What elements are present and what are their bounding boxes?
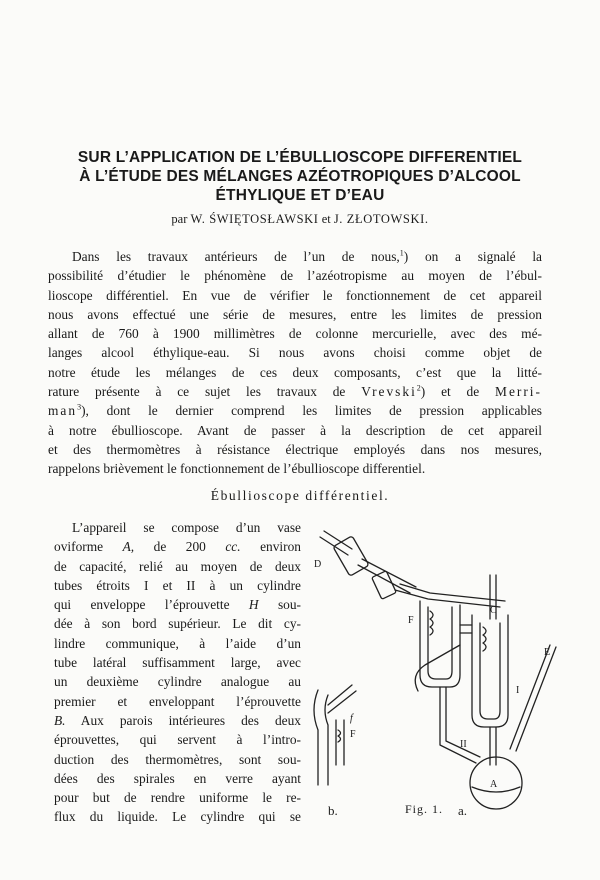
cylinder-1	[420, 601, 460, 687]
text-line: man$^3$), dont le dernier comprend les limites de pression applicables	[48, 402, 542, 419]
label-a-flask: A	[490, 779, 498, 790]
text-line: rature présente à ce sujet les travaux de Vrevski$^2$) et de Merri-	[48, 383, 542, 400]
tube-i	[490, 727, 496, 765]
label-c: C	[490, 605, 497, 616]
text-line: dée à son bord supérieur. Le dit cy-	[54, 616, 301, 632]
ebullioscope-figure	[300, 515, 570, 825]
upper-tube	[395, 584, 505, 607]
tube-e	[510, 645, 556, 751]
text-line: rappelons brièvement le fonctionnement de l’ébullioscope differentiel.	[48, 461, 426, 477]
text-line: un deuxième cylindre analogue au	[54, 674, 301, 690]
text-line: allant de 760 à 1900 millimètres de colonne mercurielle, avec des mé-	[48, 326, 542, 342]
spiral-2	[483, 627, 486, 651]
lateral-tube	[460, 625, 472, 633]
text-line: à notre ébullioscope. Avant de passer à la description de cet appareil	[48, 422, 542, 438]
label-f2: F	[350, 729, 356, 740]
text-line: duction des thermomètres, sont sou-	[54, 751, 301, 767]
detail-b-spiral	[338, 730, 341, 742]
title-line-2: À L’ÉTUDE DES MÉLANGES AZÉOTROPIQUES D’ALCOOL	[79, 168, 521, 185]
author-prefix: par	[171, 212, 188, 226]
text-line: Dans les travaux antérieurs de l’un de nous,$^1$) on a signalé la	[72, 248, 542, 264]
text-line: B. Aux parois intérieures des deux	[54, 712, 301, 728]
author-2: J. ZŁOTOWSKI.	[333, 212, 429, 226]
side-curve	[415, 645, 460, 691]
text-line: tube latéral suffisamment large, avec	[54, 655, 301, 671]
section-heading: Ébullioscope différentiel.	[210, 488, 390, 503]
text-line: notre étude les mélanges de ces deux composants, c’est que la litté-	[48, 364, 542, 380]
text-line: langes alcool éthylique-eau. Si nous avons choisi comme objet de	[48, 345, 542, 361]
label-a: a.	[458, 803, 468, 818]
connecting-tube	[358, 559, 416, 593]
text-line: pour but de rendre uniforme le re-	[54, 790, 301, 806]
label-i: I	[516, 685, 520, 696]
label-ii: II	[460, 739, 467, 750]
text-line: L’appareil se compose d’un vase	[72, 520, 301, 535]
label-f: F	[408, 615, 414, 626]
title-line-1: SUR L’APPLICATION DE L’ÉBULLIOSCOPE DIFFERENTIEL	[77, 149, 523, 166]
tube-ii	[440, 687, 480, 763]
cited-author: Merri-	[495, 384, 542, 400]
text-line: premier et enveloppant l’éprouvette	[54, 693, 301, 709]
body-column	[54, 518, 301, 827]
text-line: tubes étroits I et II à un cylindre	[54, 577, 301, 593]
text-line: de capacité, relié au moyen de deux	[54, 558, 301, 574]
figure-caption: Fig. 1.	[405, 802, 444, 816]
test-tube-b	[480, 623, 500, 719]
label-e: E	[544, 647, 551, 658]
text-line: lioscope différentiel. En vue de vérifier le fonctionnement de cet appareil	[48, 287, 542, 303]
author-line	[40, 212, 560, 227]
label-b: b.	[328, 803, 338, 818]
spiral-1	[430, 611, 433, 635]
text-line: éprouvettes, qui servent à l’intro-	[54, 732, 301, 748]
label-d: D	[314, 559, 322, 570]
text-line: oviforme A, de 200 cc. environ	[54, 539, 301, 555]
intro-paragraph	[48, 247, 542, 479]
label-f-small: f	[350, 713, 353, 724]
detail-b-inner	[336, 720, 344, 765]
title-line-3: ÉTHYLIQUE ET D’EAU	[215, 187, 385, 204]
text-line: flux du liquide. Le cylindre qui se	[54, 809, 301, 825]
cited-author: Vrevski	[361, 384, 417, 400]
stopper-d	[333, 536, 369, 576]
text-line: lindre communique, à l’aide d’un	[54, 635, 301, 651]
text-line: dées des spirales en verre ayant	[54, 770, 301, 786]
author-1: W. ŚWIĘTOSŁAWSKI	[190, 212, 319, 226]
text-line: et des thermomètres à résistance électrique employés dans nos mesures,	[48, 441, 542, 457]
article-title	[40, 148, 560, 205]
detail-b-tube	[328, 685, 356, 713]
text-line: qui enveloppe l’éprouvette H sou-	[54, 597, 301, 613]
text-line: nous avons effectué une série de mesures, entre les limites de pression	[48, 306, 542, 322]
cylinder-2	[472, 615, 508, 727]
text-line: possibilité d’étudier le phénomène de l’azéotropisme au moyen de l’ébul-	[48, 268, 542, 284]
detail-b-wall	[314, 690, 328, 785]
author-conjunction: et	[321, 212, 331, 226]
